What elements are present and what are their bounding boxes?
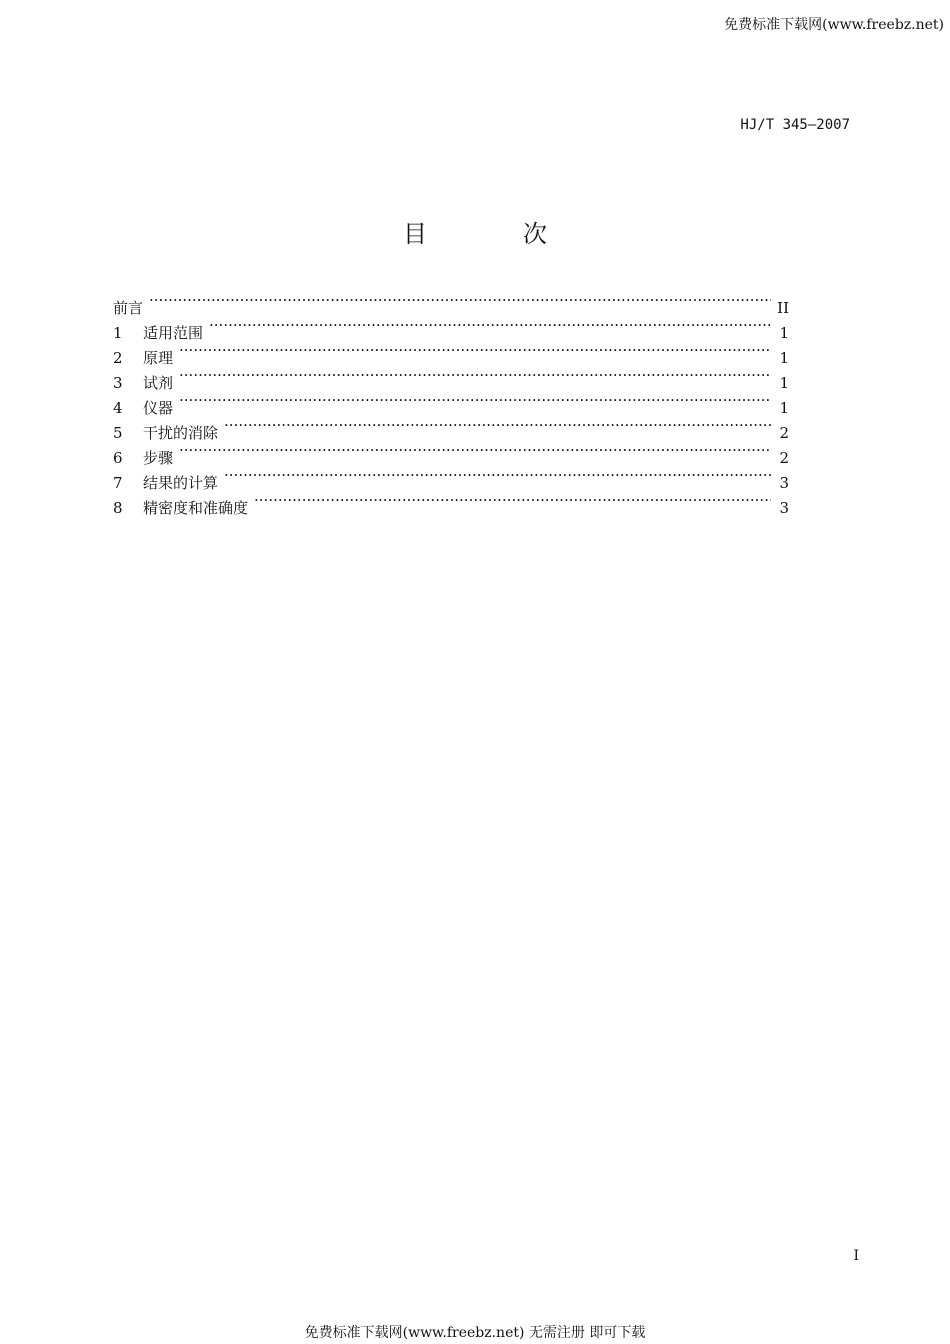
- toc-entry-label: 试剂: [143, 374, 174, 392]
- toc-entry-number: 7: [113, 474, 123, 492]
- toc-dot-leader: [149, 288, 771, 313]
- toc-dot-leader: [179, 438, 771, 463]
- toc-entry-page: 1: [779, 399, 789, 417]
- toc-dot-leader: [224, 413, 771, 438]
- toc-entry-number: 2: [113, 349, 123, 367]
- watermark-top: 免费标准下载网(www.freebz.net): [724, 17, 944, 33]
- standard-code: HJ/T 345—2007: [740, 117, 850, 133]
- toc-entry-page: 1: [779, 349, 789, 367]
- toc-title: [0, 214, 950, 249]
- toc-dot-leader: [179, 388, 771, 413]
- toc-entry-number: 4: [113, 399, 123, 417]
- page-number: I: [853, 1248, 859, 1264]
- toc-entry-page: 2: [779, 424, 789, 442]
- table-of-contents: [113, 288, 789, 517]
- toc-entry-page: 1: [779, 374, 789, 392]
- toc-dot-leader: [179, 338, 771, 363]
- toc-entry-2[interactable]: [113, 338, 789, 367]
- toc-dot-leader: [224, 463, 771, 488]
- toc-entry-3[interactable]: [113, 363, 789, 392]
- toc-entry-number: 6: [113, 449, 123, 467]
- toc-entry-page: 3: [779, 474, 789, 492]
- toc-entry-6[interactable]: [113, 438, 789, 467]
- toc-entry-1[interactable]: [113, 313, 789, 342]
- toc-dot-leader: [179, 363, 771, 388]
- toc-dot-leader: [209, 313, 771, 338]
- toc-entry-5[interactable]: [113, 413, 789, 442]
- watermark-bottom: 免费标准下载网(www.freebz.net) 无需注册 即可下载: [304, 1325, 646, 1341]
- toc-entry-page: 1: [779, 324, 789, 342]
- toc-entry-number: 8: [113, 499, 123, 517]
- toc-entry-7[interactable]: [113, 463, 789, 492]
- toc-entry-label: 适用范围: [143, 324, 204, 342]
- toc-entry-page: 3: [779, 499, 789, 517]
- toc-entry-4[interactable]: [113, 388, 789, 417]
- toc-title-char-1: 目: [403, 220, 427, 249]
- toc-entry-number: 1: [113, 324, 123, 342]
- toc-entry-page: 2: [779, 449, 789, 467]
- toc-entry-label: 前言: [113, 299, 144, 317]
- toc-entry-label: 干扰的消除: [143, 424, 219, 442]
- toc-title-char-2: 次: [523, 220, 547, 249]
- toc-dot-leader: [254, 488, 771, 513]
- toc-entry-foreword[interactable]: [113, 288, 789, 317]
- toc-entry-number: 5: [113, 424, 123, 442]
- toc-entry-label: 结果的计算: [143, 474, 219, 492]
- toc-entry-label: 步骤: [143, 449, 174, 467]
- toc-entry-label: 原理: [143, 349, 174, 367]
- toc-entry-label: 仪器: [143, 399, 174, 417]
- toc-entry-number: 3: [113, 374, 123, 392]
- toc-entry-label: 精密度和准确度: [143, 499, 249, 517]
- toc-entry-page: II: [777, 299, 789, 317]
